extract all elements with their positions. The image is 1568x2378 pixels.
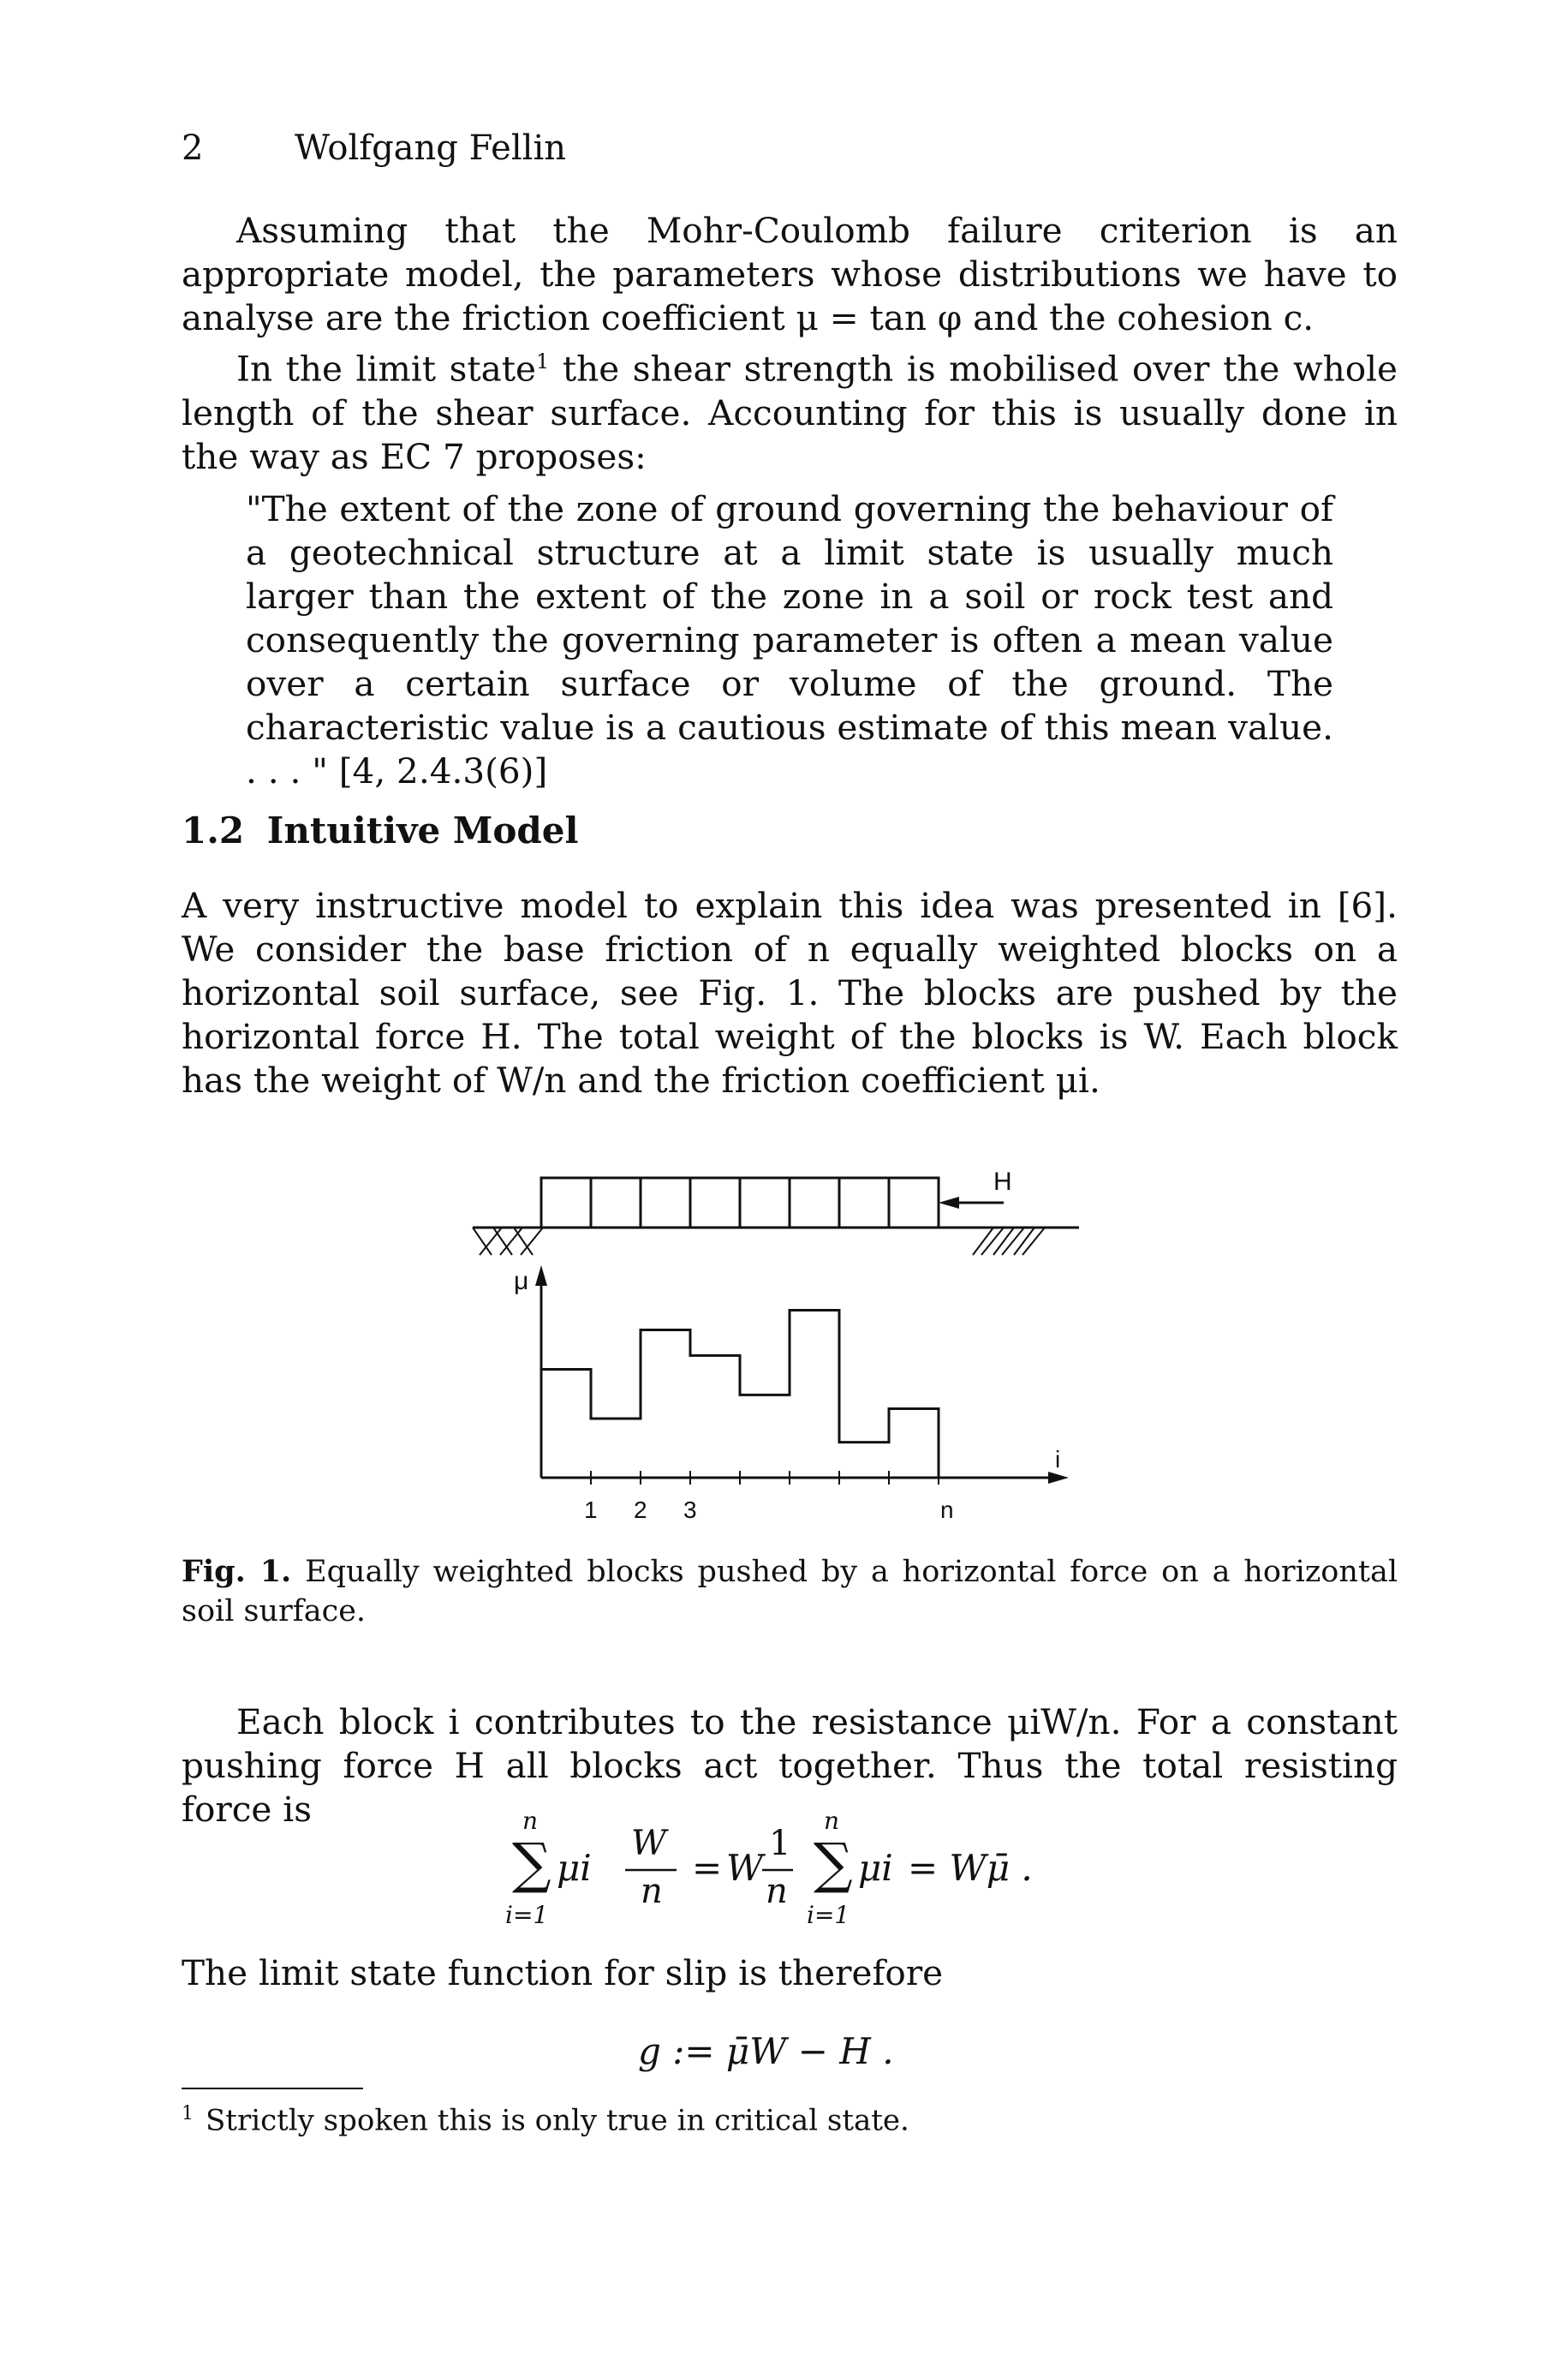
- block: [839, 1178, 889, 1228]
- section-title: Intuitive Model: [266, 810, 579, 851]
- sum2-lower: i=1: [807, 1901, 850, 1929]
- tick-label-3: 3: [683, 1497, 697, 1523]
- frac-numerator: W: [631, 1824, 667, 1863]
- ec7-quote: "The extent of the zone of ground governing the behaviour of a geotechnical structure at a limit state is usually much larger than the extent of the zone in a soil or rock test and consequently the governing parameter is often a mean value over a certain surface or volume of the ground. The characteristic value is a cautious estimate of this mean value. . . . " [4, 2.4.3(6)]: [246, 488, 1333, 792]
- block: [541, 1178, 591, 1228]
- footnote: [182, 2103, 909, 2137]
- section-heading: [182, 810, 578, 851]
- x-axis-label: i: [1055, 1446, 1061, 1473]
- running-header: [182, 128, 566, 168]
- friction-step-line: [541, 1311, 939, 1479]
- resistance-text: Each block i contributes to the resistance μiW/n. For a constant pushing force H all blocks act together. Thus the total resisting force is: [182, 1701, 1398, 1830]
- sum1-lower: i=1: [505, 1901, 549, 1929]
- x-axis-arrow: [1048, 1472, 1069, 1484]
- section-number: 1.2: [182, 810, 245, 851]
- paragraph-limit-state-function: The limit state function for slip is therefore: [182, 1952, 944, 1993]
- sum1-upper: n: [522, 1807, 539, 1835]
- block: [641, 1178, 690, 1228]
- figure-caption: [182, 1552, 1398, 1631]
- frac2-numerator: 1: [769, 1824, 791, 1863]
- equals-sign: =: [692, 1847, 723, 1889]
- footnote-rule: [182, 2088, 363, 2089]
- limit-state-text-b: the shear strength is mobilised over the whole length of the shear surface. Accounting for this is usually done in the way as EC 7 proposes:: [182, 348, 1398, 477]
- block: [591, 1178, 641, 1228]
- equation-result: = Wμ̄ .: [908, 1847, 1033, 1889]
- block: [690, 1178, 740, 1228]
- sum1-sigma: ∑: [512, 1832, 551, 1896]
- paragraph-mohr-coulomb: Assuming that the Mohr-Coulomb failure criterion is an appropriate model, the parameters whose distributions we have to analyse are the friction coefficient μ = tan φ and the cohesion c.: [182, 210, 1398, 338]
- page-number: 2: [182, 128, 204, 168]
- frac-denominator: n: [641, 1872, 663, 1911]
- sum2-upper: n: [824, 1807, 840, 1835]
- limit-state-text-a: In the limit state: [236, 348, 537, 390]
- force-arrow: [939, 1197, 1004, 1209]
- tick-label-2: 2: [634, 1497, 647, 1523]
- block: [740, 1178, 790, 1228]
- paragraph-limit-state: [182, 340, 1398, 479]
- blocks-row: [541, 1178, 939, 1228]
- ground-hatch-right: [973, 1228, 1045, 1255]
- equation-limit-state: g := μ̄W − H .: [638, 2030, 894, 2072]
- equation-sum: [497, 1803, 1079, 1940]
- tick-label-n: n: [940, 1497, 954, 1523]
- footnote-number: 1: [182, 2103, 194, 2124]
- ground-hatch-left: [473, 1228, 543, 1255]
- mu-i-term: μi: [557, 1847, 592, 1889]
- caption-label: Fig. 1.: [182, 1554, 292, 1589]
- block: [790, 1178, 839, 1228]
- y-axis-arrow: [535, 1265, 547, 1286]
- force-label: H: [993, 1169, 1012, 1196]
- sum2-sigma: ∑: [814, 1832, 853, 1896]
- y-axis-label: μ: [514, 1267, 529, 1295]
- running-author: Wolfgang Fellin: [295, 128, 566, 168]
- paragraph-model: A very instructive model to explain this idea was presented in [6]. We consider the base friction of n equally weighted blocks on a horizontal soil surface, see Fig. 1. The blocks are pushed by the horizontal force H. The total weight of the blocks is W. Each block has the weight of W/n and the friction coefficient μi.: [182, 885, 1398, 1101]
- footnote-mark: 1: [536, 350, 550, 373]
- w-term: W: [726, 1847, 764, 1889]
- intro-paragraphs: [182, 209, 1398, 479]
- mu-i-term-2: μi: [858, 1847, 893, 1889]
- caption-text: Equally weighted blocks pushed by a horizontal force on a horizontal soil surface.: [182, 1555, 1398, 1628]
- frac2-denominator: n: [766, 1872, 788, 1911]
- footnote-text: Strictly spoken this is only true in critical state.: [206, 2103, 909, 2138]
- tick-label-1: 1: [584, 1497, 598, 1523]
- figure-1: [462, 1169, 1079, 1533]
- block: [889, 1178, 939, 1228]
